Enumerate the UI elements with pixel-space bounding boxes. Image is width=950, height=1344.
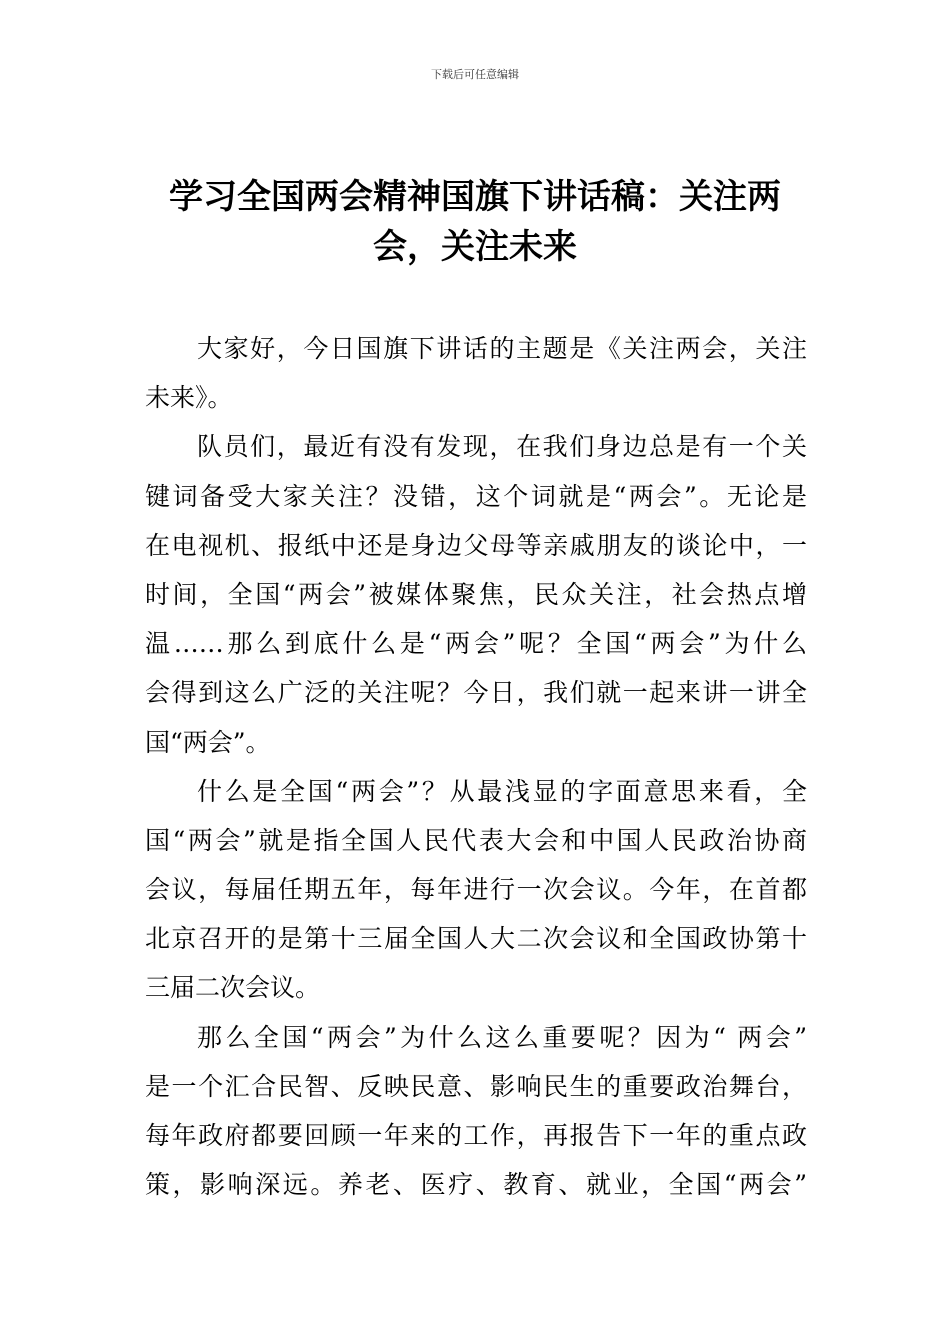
document-body xyxy=(145,324,807,1209)
paragraph-line: 那么全国“两会”为什么这么重要呢？因为“ 两会” xyxy=(197,1022,807,1052)
title-line: 学习全国两会精神国旗下讲话稿：关注两 xyxy=(169,177,781,217)
paragraph-line: 策，影响深远。养老、医疗、教育、就业，全国“两会” xyxy=(145,1170,807,1200)
paragraph-line: 国“两会”。 xyxy=(145,727,271,757)
paragraph-line: 三届二次会议。 xyxy=(145,973,321,1003)
title-line: 会，关注未来 xyxy=(373,227,577,267)
paragraph-line: 队员们，最近有没有发现，在我们身边总是有一个关 xyxy=(197,432,807,462)
paragraph-line: 会得到这么广泛的关注呢？今日，我们就一起来讲一讲全 xyxy=(145,678,807,708)
paragraph-line: 每年政府都要回顾一年来的工作，再报告下一年的重点政 xyxy=(145,1121,807,1150)
paragraph-line: 在电视机、报纸中还是身边父母等亲戚朋友的谈论中，一 xyxy=(145,530,807,560)
document-title xyxy=(145,172,805,272)
paragraph-line: 是一个汇合民智、反映民意、影响民生的重要政治舞台， xyxy=(145,1071,807,1101)
paragraph-line: 会议，每届任期五年，每年进行一次会议。今年，在首都 xyxy=(145,875,807,905)
paragraph-line: 时间，全国“两会”被媒体聚焦，民众关注，社会热点增 xyxy=(145,579,807,609)
paragraph-line: 什么是全国“两会”？从最浅显的字面意思来看，全 xyxy=(197,776,807,806)
paragraph-line: 大家好，今日国旗下讲话的主题是《关注两会，关注 xyxy=(197,334,807,363)
paragraph-line: 键词备受大家关注？没错，这个词就是“两会”。无论是 xyxy=(145,481,807,511)
paragraph-line: 温……那么到底什么是“两会”呢？全国“两会”为什么 xyxy=(145,629,807,659)
paragraph-line: 未来》。 xyxy=(145,383,233,413)
paragraph-line: 国“两会”就是指全国人民代表大会和中国人民政治协商 xyxy=(145,825,807,855)
paragraph-line: 北京召开的是第十三届全国人大二次会议和全国政协第十 xyxy=(145,924,807,954)
header-note: 下载后可任意编辑 xyxy=(431,68,519,81)
